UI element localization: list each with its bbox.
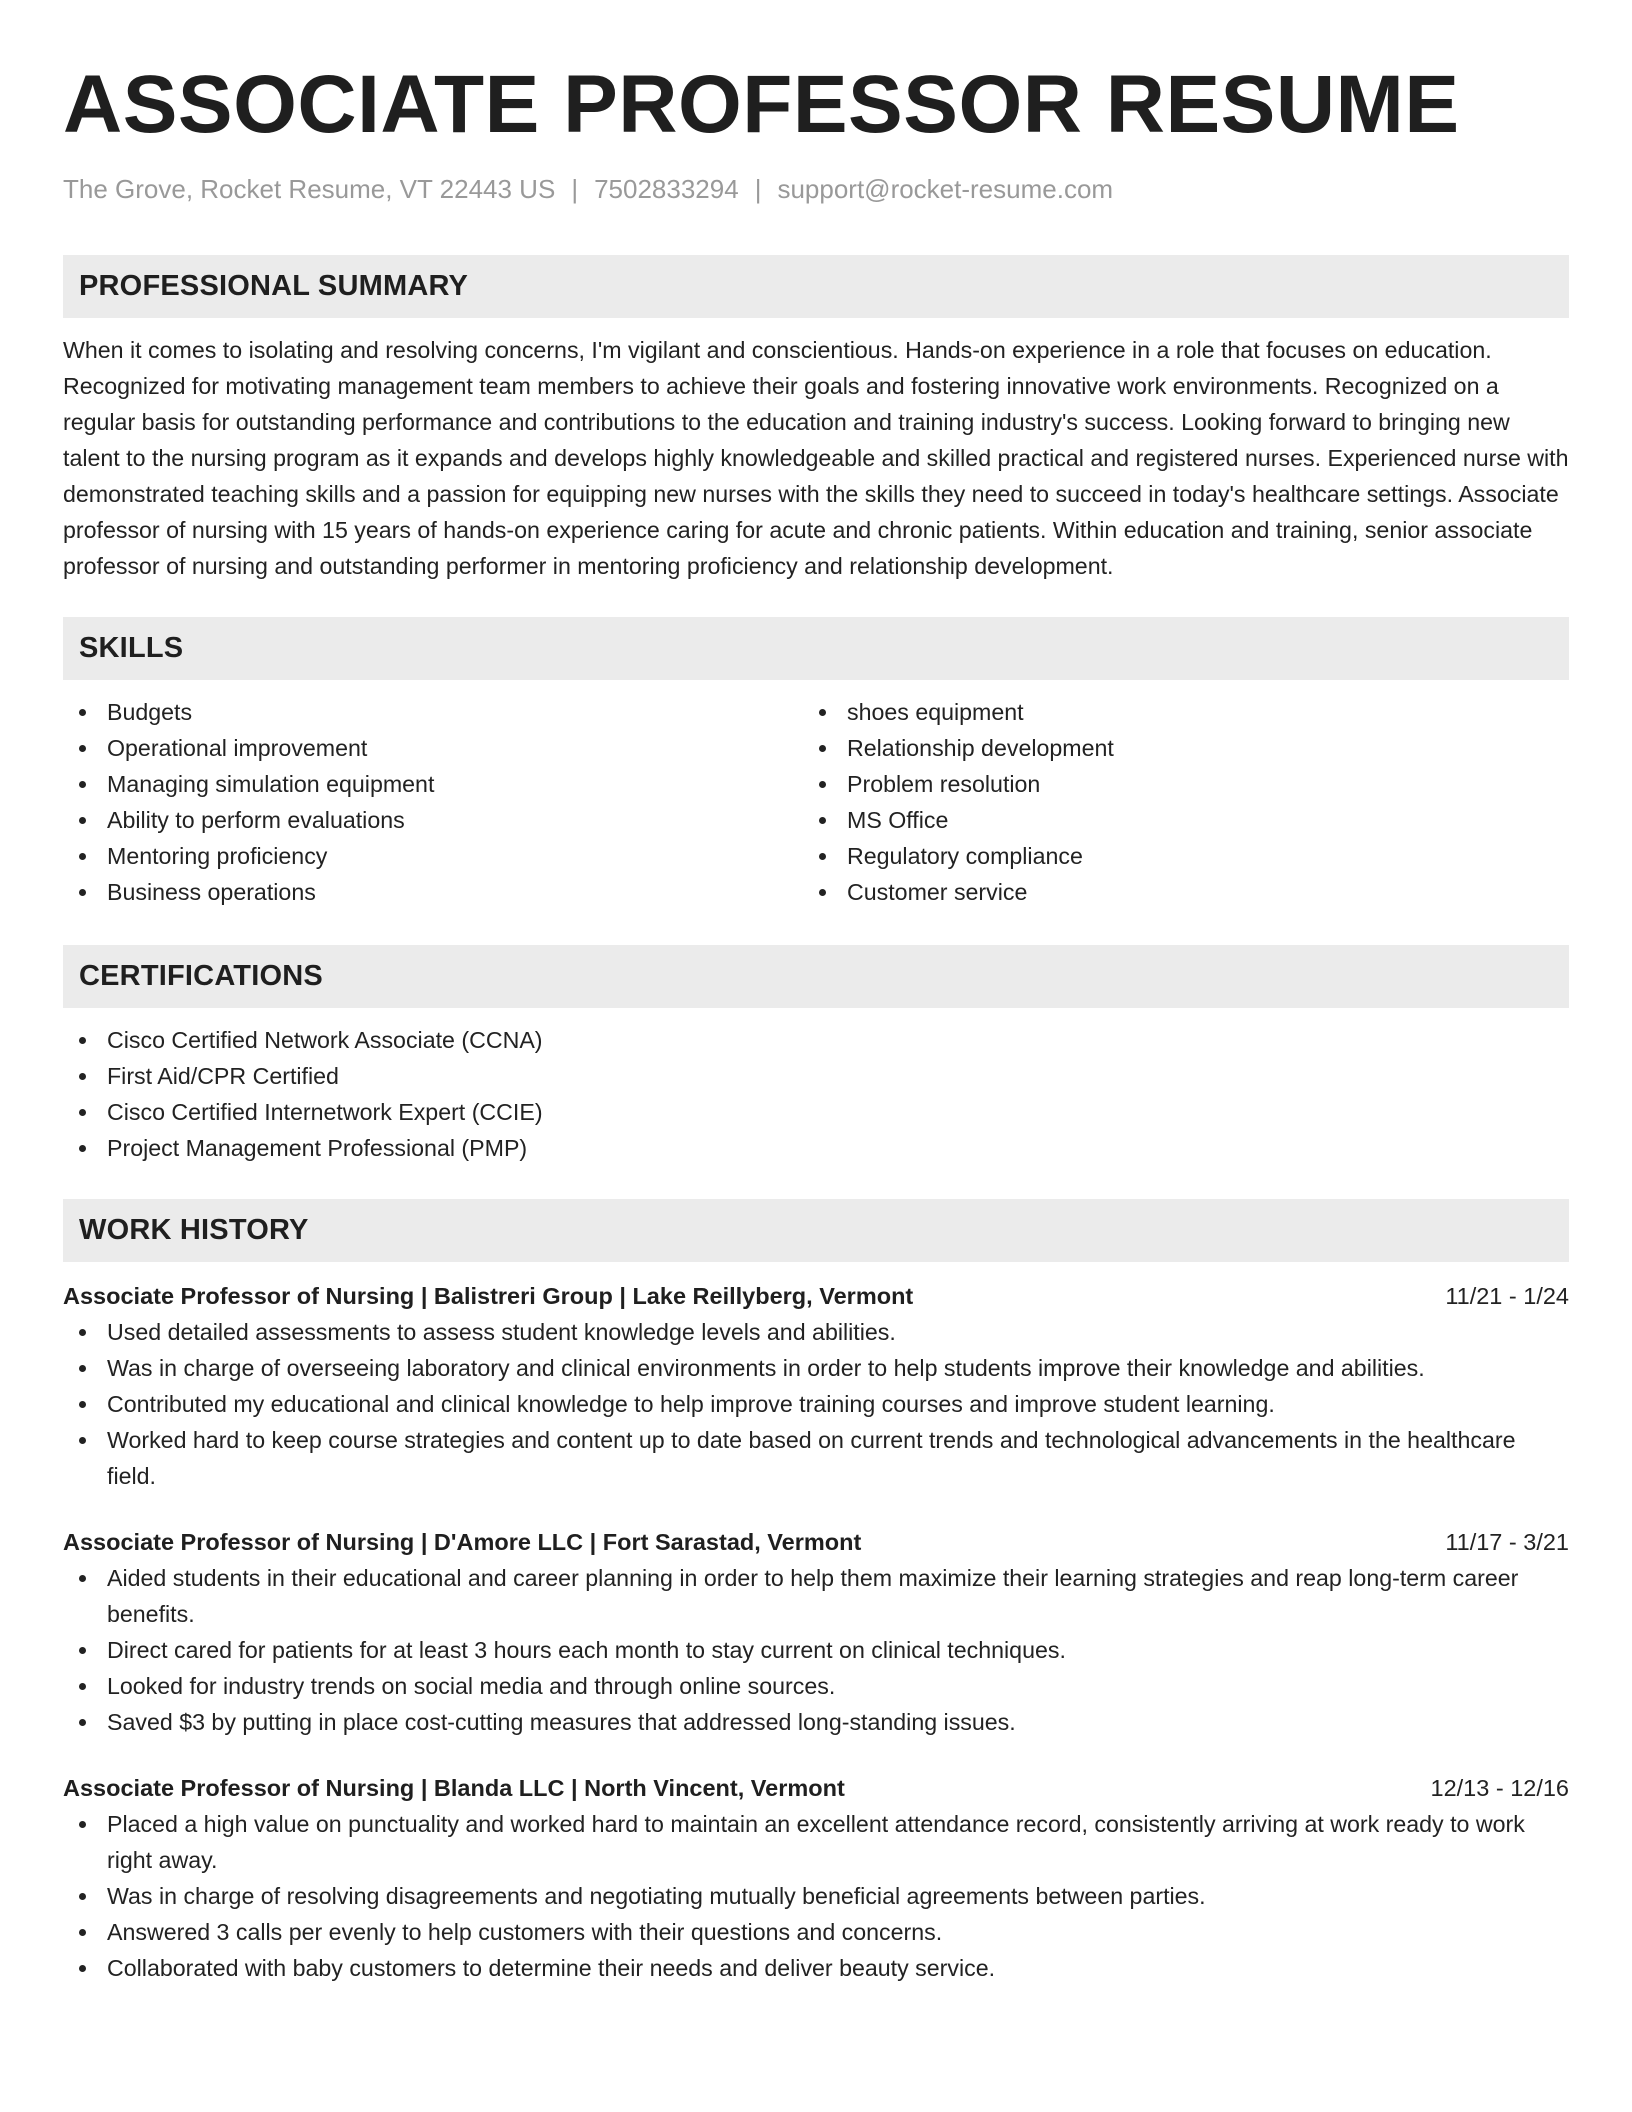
job-title: Associate Professor of Nursing | Balistreri Group | Lake Reillyberg, Vermont <box>63 1283 914 1310</box>
summary-section <box>63 255 1569 584</box>
job-bullet-item: Direct cared for patients for at least 3 hours each month to stay current on clinical techniques. <box>63 1632 1569 1668</box>
bullet-icon <box>79 745 86 752</box>
contact-address: The Grove, Rocket Resume, VT 22443 US <box>63 174 556 204</box>
job-bullet-item: Aided students in their educational and career planning in order to help them maximize their learning strategies and reap long-term career benefits. <box>63 1560 1569 1632</box>
bullet-icon <box>79 1893 86 1900</box>
bullet-icon <box>79 1329 86 1336</box>
skill-item: Managing simulation equipment <box>63 766 803 802</box>
summary-text: When it comes to isolating and resolving concerns, I'm vigilant and conscientious. Hands-on experience in a role that focuses on education. Recognized for motivating management team members to achieve their goals and fostering innovative work environments. Recognized on a regular basis for outstanding performance and contributions to the education and training industry's success. Looking forward to bringing new talent to the nursing program as it expands and develops highly knowledgeable and skilled practical and registered nurses. Experienced nurse with demonstrated teaching skills and a passion for equipping new nurses with the skills they need to succeed in today's healthcare settings. Associate professor of nursing with 15 years of hands-on experience caring for acute and chronic patients. Within education and training, senior associate professor of nursing and outstanding performer in mentoring proficiency and relationship development. <box>63 337 1569 580</box>
skill-item: Ability to perform evaluations <box>63 802 803 838</box>
skill-item: Budgets <box>63 694 803 730</box>
skills-list-right <box>803 694 1543 910</box>
job-entry <box>63 1770 1569 1986</box>
certifications-section <box>63 945 1569 1166</box>
job-entry <box>63 1278 1569 1494</box>
job-bullet-item: Contributed my educational and clinical knowledge to help improve training courses and improve student learning. <box>63 1386 1569 1422</box>
contact-email: support@rocket-resume.com <box>777 174 1114 204</box>
job-title: Associate Professor of Nursing | Blanda LLC | North Vincent, Vermont <box>63 1775 845 1802</box>
resume-title: ASSOCIATE PROFESSOR RESUME <box>63 59 1460 150</box>
contact-line <box>63 174 1569 205</box>
job-bullet-item: Looked for industry trends on social media and through online sources. <box>63 1668 1569 1704</box>
job-bullets <box>63 1560 1569 1740</box>
section-heading-summary: PROFESSIONAL SUMMARY <box>63 255 1569 318</box>
job-bullets <box>63 1314 1569 1494</box>
bullet-icon <box>79 1929 86 1936</box>
bullet-icon <box>819 745 826 752</box>
skills-list-left <box>63 694 803 910</box>
skill-item: Mentoring proficiency <box>63 838 803 874</box>
bullet-icon <box>79 1437 86 1444</box>
skill-item: Customer service <box>803 874 1543 910</box>
bullet-icon <box>79 817 86 824</box>
skill-item: Relationship development <box>803 730 1543 766</box>
job-bullet-item: Used detailed assessments to assess student knowledge levels and abilities. <box>63 1314 1569 1350</box>
bullet-icon <box>819 853 826 860</box>
certification-item: Cisco Certified Internetwork Expert (CCIE) <box>63 1094 1569 1130</box>
bullet-icon <box>79 889 86 896</box>
job-header <box>63 1524 1569 1560</box>
bullet-icon <box>79 1719 86 1726</box>
job-dates: 11/17 - 3/21 <box>1445 1529 1569 1556</box>
section-heading-work-history: WORK HISTORY <box>63 1199 1569 1262</box>
job-bullets <box>63 1806 1569 1986</box>
bullet-icon <box>79 853 86 860</box>
bullet-icon <box>79 1965 86 1972</box>
job-title: Associate Professor of Nursing | D'Amore LLC | Fort Sarastad, Vermont <box>63 1529 862 1556</box>
skills-section <box>63 617 1569 910</box>
skill-item: MS Office <box>803 802 1543 838</box>
skill-item: Problem resolution <box>803 766 1543 802</box>
bullet-icon <box>79 1073 86 1080</box>
job-header <box>63 1278 1569 1314</box>
bullet-icon <box>819 781 826 788</box>
bullet-icon <box>79 1647 86 1654</box>
job-bullet-item: Placed a high value on punctuality and worked hard to maintain an excellent attendance record, consistently arriving at work ready to work right away. <box>63 1806 1569 1878</box>
job-dates: 12/13 - 12/16 <box>1430 1775 1569 1802</box>
skill-item: Operational improvement <box>63 730 803 766</box>
certification-item: Cisco Certified Network Associate (CCNA) <box>63 1022 1569 1058</box>
bullet-icon <box>819 889 826 896</box>
bullet-icon <box>79 1683 86 1690</box>
job-bullet-item: Saved $3 by putting in place cost-cutting measures that addressed long-standing issues. <box>63 1704 1569 1740</box>
job-bullet-item: Was in charge of overseeing laboratory and clinical environments in order to help students improve their knowledge and abilities. <box>63 1350 1569 1386</box>
section-heading-certifications: CERTIFICATIONS <box>63 945 1569 1008</box>
job-bullet-item: Answered 3 calls per evenly to help customers with their questions and concerns. <box>63 1914 1569 1950</box>
certification-item: First Aid/CPR Certified <box>63 1058 1569 1094</box>
skills-grid <box>63 694 1569 910</box>
certifications-list <box>63 1022 1569 1166</box>
job-bullet-item: Collaborated with baby customers to determine their needs and deliver beauty service. <box>63 1950 1569 1986</box>
bullet-icon <box>79 781 86 788</box>
contact-separator: | <box>754 174 762 204</box>
contact-phone: 7502833294 <box>594 174 739 204</box>
bullet-icon <box>819 709 826 716</box>
section-heading-skills: SKILLS <box>63 617 1569 680</box>
skill-item: Regulatory compliance <box>803 838 1543 874</box>
contact-separator: | <box>571 174 579 204</box>
bullet-icon <box>819 817 826 824</box>
skill-item: Business operations <box>63 874 803 910</box>
bullet-icon <box>79 709 86 716</box>
bullet-icon <box>79 1145 86 1152</box>
bullet-icon <box>79 1821 86 1828</box>
job-dates: 11/21 - 1/24 <box>1445 1283 1569 1310</box>
work-history-section <box>63 1199 1569 1986</box>
bullet-icon <box>79 1401 86 1408</box>
job-bullet-item: Was in charge of resolving disagreements and negotiating mutually beneficial agreements between parties. <box>63 1878 1569 1914</box>
skill-item: shoes equipment <box>803 694 1543 730</box>
certification-item: Project Management Professional (PMP) <box>63 1130 1569 1166</box>
job-bullet-item: Worked hard to keep course strategies and content up to date based on current trends and technological advancements in the healthcare field. <box>63 1422 1569 1494</box>
bullet-icon <box>79 1037 86 1044</box>
bullet-icon <box>79 1365 86 1372</box>
job-entry <box>63 1524 1569 1740</box>
job-header <box>63 1770 1569 1806</box>
bullet-icon <box>79 1575 86 1582</box>
bullet-icon <box>79 1109 86 1116</box>
